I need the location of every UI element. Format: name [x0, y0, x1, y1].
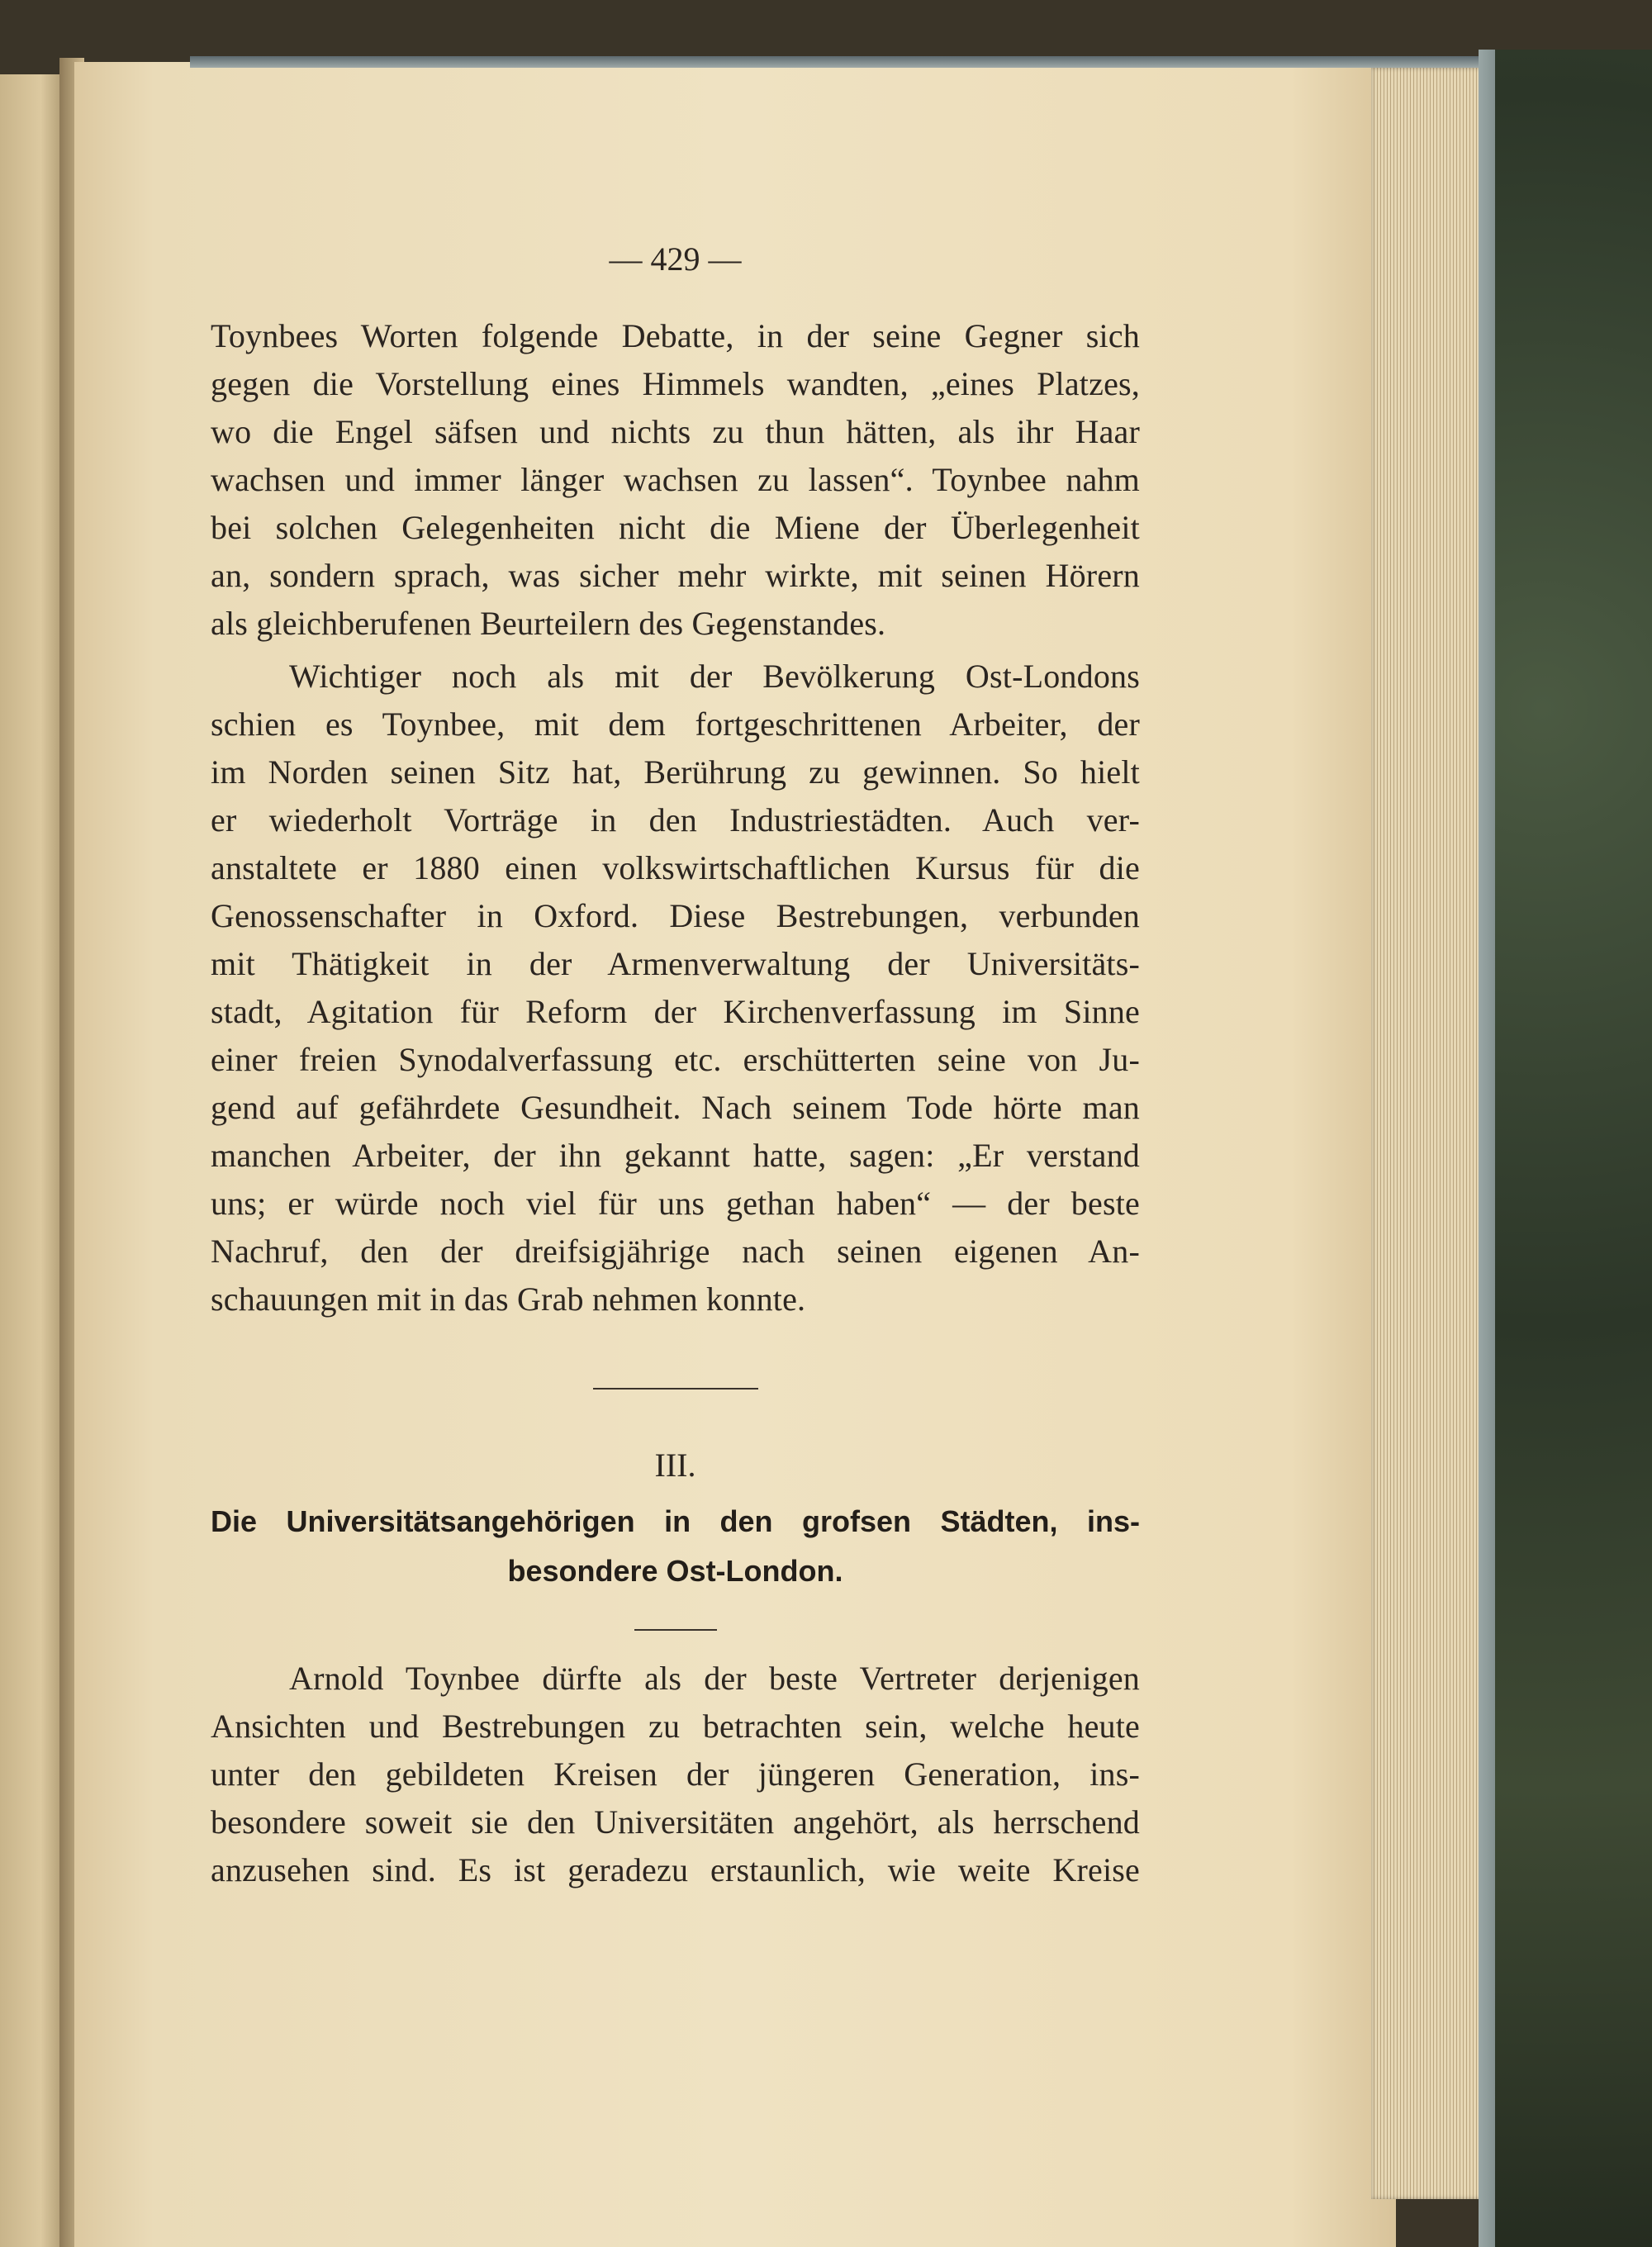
text-line: anstaltete er 1880 einen volkswirtschaftlichen Kursus für die: [211, 849, 1140, 886]
text-line: mit Thätigkeit in der Armenverwaltung der Universitäts-: [211, 945, 1140, 982]
text-line: unter den gebildeten Kreisen der jüngeren Generation, ins-: [211, 1755, 1140, 1793]
section-separator-rule: [593, 1388, 758, 1390]
text-line: anzusehen sind. Es ist geradezu erstaunlich, wie weite Kreise: [211, 1851, 1140, 1888]
text-line: gend auf gefährdete Gesundheit. Nach seinem Tode hörte man: [211, 1089, 1140, 1126]
text-line: Wichtiger noch als mit der Bevölkerung Ost-Londons: [289, 658, 1140, 695]
text-line: bei solchen Gelegenheiten nicht die Miene der Überlegenheit: [211, 509, 1140, 546]
text-line: als gleichberufenen Beurteilern des Gegenstandes.: [211, 605, 886, 642]
text-line: Genossenschafter in Oxford. Diese Bestrebungen, verbunden: [211, 897, 1140, 934]
text-line: stadt, Agitation für Reform der Kirchenverfassung im Sinne: [211, 993, 1140, 1030]
text-line: manchen Arbeiter, der ihn gekannt hatte, sagen: „Er verstand: [211, 1137, 1140, 1174]
left-page-edge: [0, 74, 68, 2247]
section-heading-line: Die Universitätsangehörigen in den grofsen Städten, ins-: [211, 1504, 1140, 1538]
text-line: Toynbees Worten folgende Debatte, in der seine Gegner sich: [211, 317, 1140, 354]
heading-underline-rule: [634, 1629, 717, 1631]
book-cover: [1495, 50, 1652, 2247]
text-line: schien es Toynbee, mit dem fortgeschrittenen Arbeiter, der: [211, 705, 1140, 743]
text-line: Ansichten und Bestrebungen zu betrachten sein, welche heute: [211, 1708, 1140, 1745]
page-number: — 429 —: [609, 240, 742, 278]
section-numeral: III.: [654, 1447, 696, 1484]
text-line: Nachruf, den der dreifsigjährige nach seinen eigenen An-: [211, 1233, 1140, 1270]
text-line: Arnold Toynbee dürfte als der beste Vertreter derjenigen: [289, 1660, 1140, 1697]
text-line: uns; er würde noch viel für uns gethan haben“ — der beste: [211, 1185, 1140, 1222]
text-line: wachsen und immer länger wachsen zu lassen“. Toynbee nahm: [211, 461, 1140, 498]
book-top-edge: [190, 56, 1512, 68]
text-line: er wiederholt Vorträge in den Industriestädten. Auch ver-: [211, 801, 1140, 838]
section-heading-line: besondere Ost-London.: [507, 1554, 843, 1588]
text-line: besondere soweit sie den Universitäten angehört, als herrschend: [211, 1803, 1140, 1841]
text-line: schauungen mit in das Grab nehmen konnte.: [211, 1280, 806, 1318]
text-line: einer freien Synodalverfassung etc. erschütterten seine von Ju-: [211, 1041, 1140, 1078]
section-heading: [211, 1497, 1140, 1596]
text-line: wo die Engel säfsen und nichts zu thun hätten, als ihr Haar: [211, 413, 1140, 450]
text-line: an, sondern sprach, was sicher mehr wirkte, mit seinen Hörern: [211, 557, 1140, 594]
text-line: im Norden seinen Sitz hat, Berührung zu gewinnen. So hielt: [211, 753, 1140, 791]
text-line: gegen die Vorstellung eines Himmels wandten, „eines Platzes,: [211, 365, 1140, 402]
